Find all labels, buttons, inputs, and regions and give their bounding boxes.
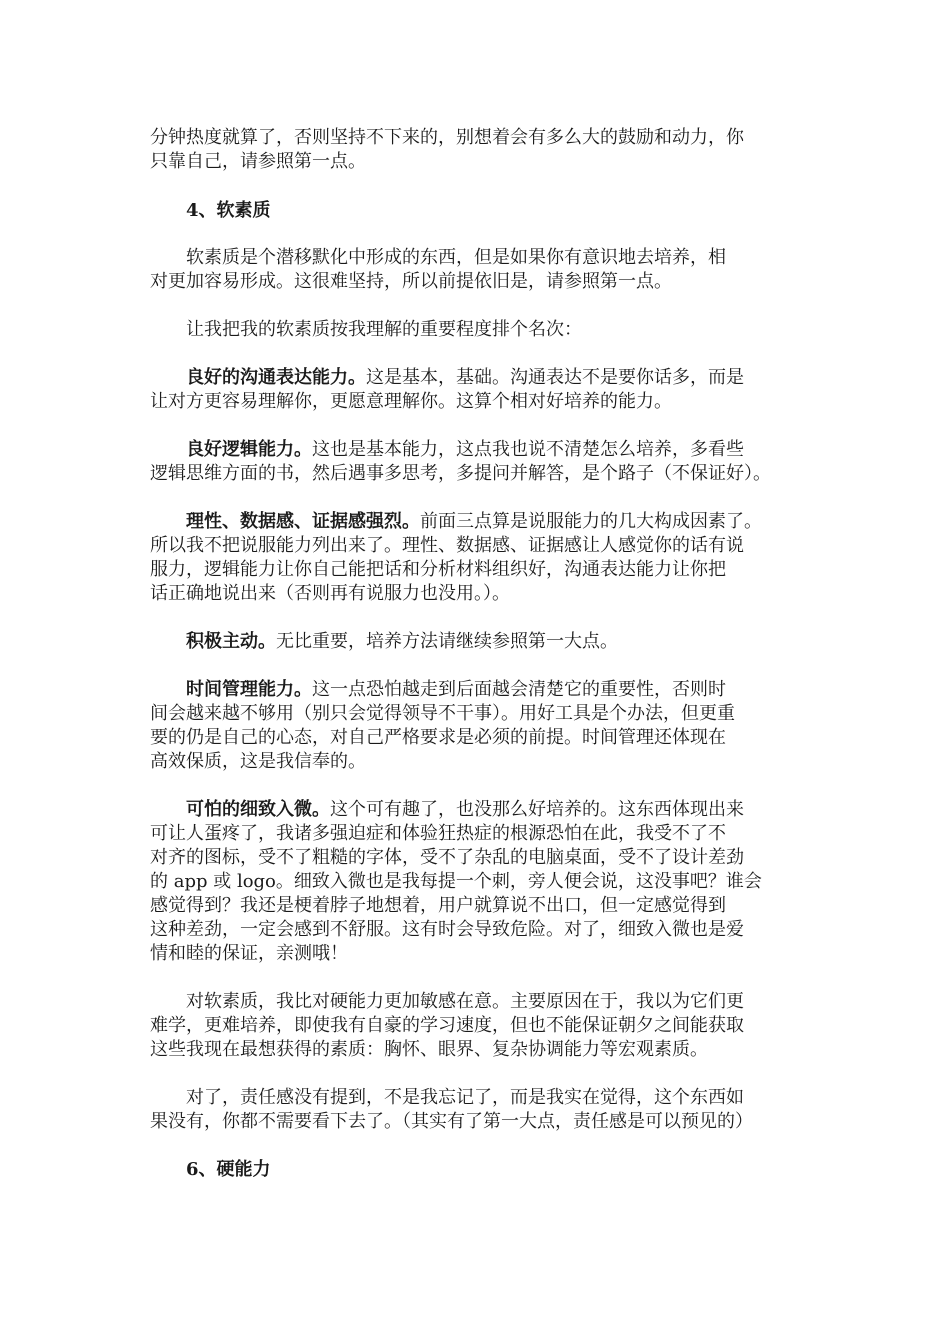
paragraph-line: 这种差劲，一定会感到不舒服。这有时会导致危险。对了，细致入微也是爱 bbox=[150, 919, 744, 940]
paragraph-line bbox=[150, 510, 820, 534]
paragraph-line bbox=[150, 366, 820, 390]
paragraph-line: 对软素质，我比对硬能力更加敏感在意。主要原因在于，我以为它们更 bbox=[186, 991, 744, 1012]
paragraph-line: 话正确地说出来（否则再有说服力也没用。）。 bbox=[150, 583, 510, 604]
bold-term: 理性、数据感、证据感强烈。 bbox=[186, 511, 420, 532]
section-heading-6 bbox=[150, 1158, 820, 1182]
proactive-paragraph bbox=[150, 630, 820, 654]
section-heading-4 bbox=[150, 199, 820, 223]
attention-to-detail-paragraph bbox=[150, 798, 820, 966]
paragraph-line: 情和睦的保证，亲测哦！ bbox=[150, 943, 348, 964]
bold-term: 积极主动。 bbox=[186, 631, 276, 652]
paragraph-line: 只靠自己，请参照第一点。 bbox=[150, 151, 366, 172]
paragraph-line: 让对方更容易理解你，更愿意理解你。这算个相对好培养的能力。 bbox=[150, 391, 672, 412]
paragraph-line bbox=[150, 438, 820, 462]
paragraph-line: 果没有，你都不需要看下去了。（其实有了第一大点，责任感是可以预见的） bbox=[150, 1111, 753, 1132]
paragraph-line: 分钟热度就算了，否则坚持不下来的，别想着会有多么大的鼓励和动力，你 bbox=[150, 127, 744, 148]
paragraph-line: 的 app 或 logo。细致入微也是我每提一个刺，旁人便会说，这没事吧？谁会 bbox=[150, 871, 762, 892]
paragraph-line: 对齐的图标，受不了粗糙的字体，受不了杂乱的电脑桌面，受不了设计差劲 bbox=[150, 847, 744, 868]
intro-paragraph bbox=[150, 126, 820, 174]
paragraph-line bbox=[150, 678, 820, 702]
heading-text: 6、硬能力 bbox=[186, 1159, 271, 1180]
paragraph-line: 难学，更难培养，即使我有自豪的学习速度，但也不能保证朝夕之间能获取 bbox=[150, 1015, 744, 1036]
paragraph-line: 这些我现在最想获得的素质：胸怀、眼界、复杂协调能力等宏观素质。 bbox=[150, 1039, 708, 1060]
paragraph-line: 软素质是个潜移默化中形成的东西，但是如果你有意识地去培养，相 bbox=[186, 247, 726, 268]
heading-text: 4、软素质 bbox=[186, 200, 271, 221]
reasoning-paragraph bbox=[150, 510, 820, 606]
paragraph-line: 服力，逻辑能力让你自己能把话和分析材料组织好，沟通表达能力让你把 bbox=[150, 559, 726, 580]
paragraph-line: 间会越来越不够用（别只会觉得领导不干事）。用好工具是个办法，但更重 bbox=[150, 703, 735, 724]
paragraph-line: 所以我不把说服能力列出来了。理性、数据感、证据感让人感觉你的话有说 bbox=[150, 535, 744, 556]
paragraph-text: 无比重要，培养方法请继续参照第一大点。 bbox=[276, 631, 618, 652]
logic-paragraph bbox=[150, 438, 820, 486]
paragraph-text: 这个可有趣了，也没那么好培养的。这东西体现出来 bbox=[330, 799, 744, 820]
paragraph-line: 逻辑思维方面的书，然后遇事多思考，多提问并解答，是个路子（不保证好）。 bbox=[150, 463, 771, 484]
paragraph-line: 让我把我的软素质按我理解的重要程度排个名次： bbox=[186, 319, 582, 340]
paragraph-text: 这也是基本能力，这点我也说不清楚怎么培养，多看些 bbox=[312, 439, 744, 460]
paragraph-line bbox=[150, 630, 820, 654]
paragraph-line: 可让人蛋疼了，我诸多强迫症和体验狂热症的根源恐怕在此，我受不了不 bbox=[150, 823, 726, 844]
bold-term: 良好的沟通表达能力。 bbox=[186, 367, 366, 388]
paragraph-line bbox=[150, 798, 820, 822]
bold-term: 时间管理能力。 bbox=[186, 679, 312, 700]
paragraph-text: 这一点恐怕越走到后面越会清楚它的重要性，否则时 bbox=[312, 679, 726, 700]
time-management-paragraph bbox=[150, 678, 820, 774]
communication-paragraph bbox=[150, 366, 820, 414]
responsibility-paragraph bbox=[150, 1086, 820, 1134]
paragraph-line: 感觉得到？我还是梗着脖子地想着，用户就算说不出口，但一定感觉得到 bbox=[150, 895, 726, 916]
paragraph-text: 前面三点算是说服能力的几大构成因素了。 bbox=[420, 511, 762, 532]
bold-term: 良好逻辑能力。 bbox=[186, 439, 312, 460]
paragraph-line: 要的仍是自己的心态，对自己严格要求是必须的前提。时间管理还体现在 bbox=[150, 727, 726, 748]
paragraph-line: 对了，责任感没有提到，不是我忘记了，而是我实在觉得，这个东西如 bbox=[186, 1087, 744, 1108]
bold-term: 可怕的细致入微。 bbox=[186, 799, 330, 820]
soft-skills-paragraph bbox=[150, 246, 820, 294]
paragraph-line: 对更加容易形成。这很难坚持，所以前提依旧是，请参照第一点。 bbox=[150, 271, 672, 292]
ranking-intro-paragraph bbox=[150, 318, 820, 342]
paragraph-text: 这是基本，基础。沟通表达不是要你话多，而是 bbox=[366, 367, 744, 388]
comparison-paragraph bbox=[150, 990, 820, 1062]
paragraph-line: 高效保质，这是我信奉的。 bbox=[150, 751, 366, 772]
